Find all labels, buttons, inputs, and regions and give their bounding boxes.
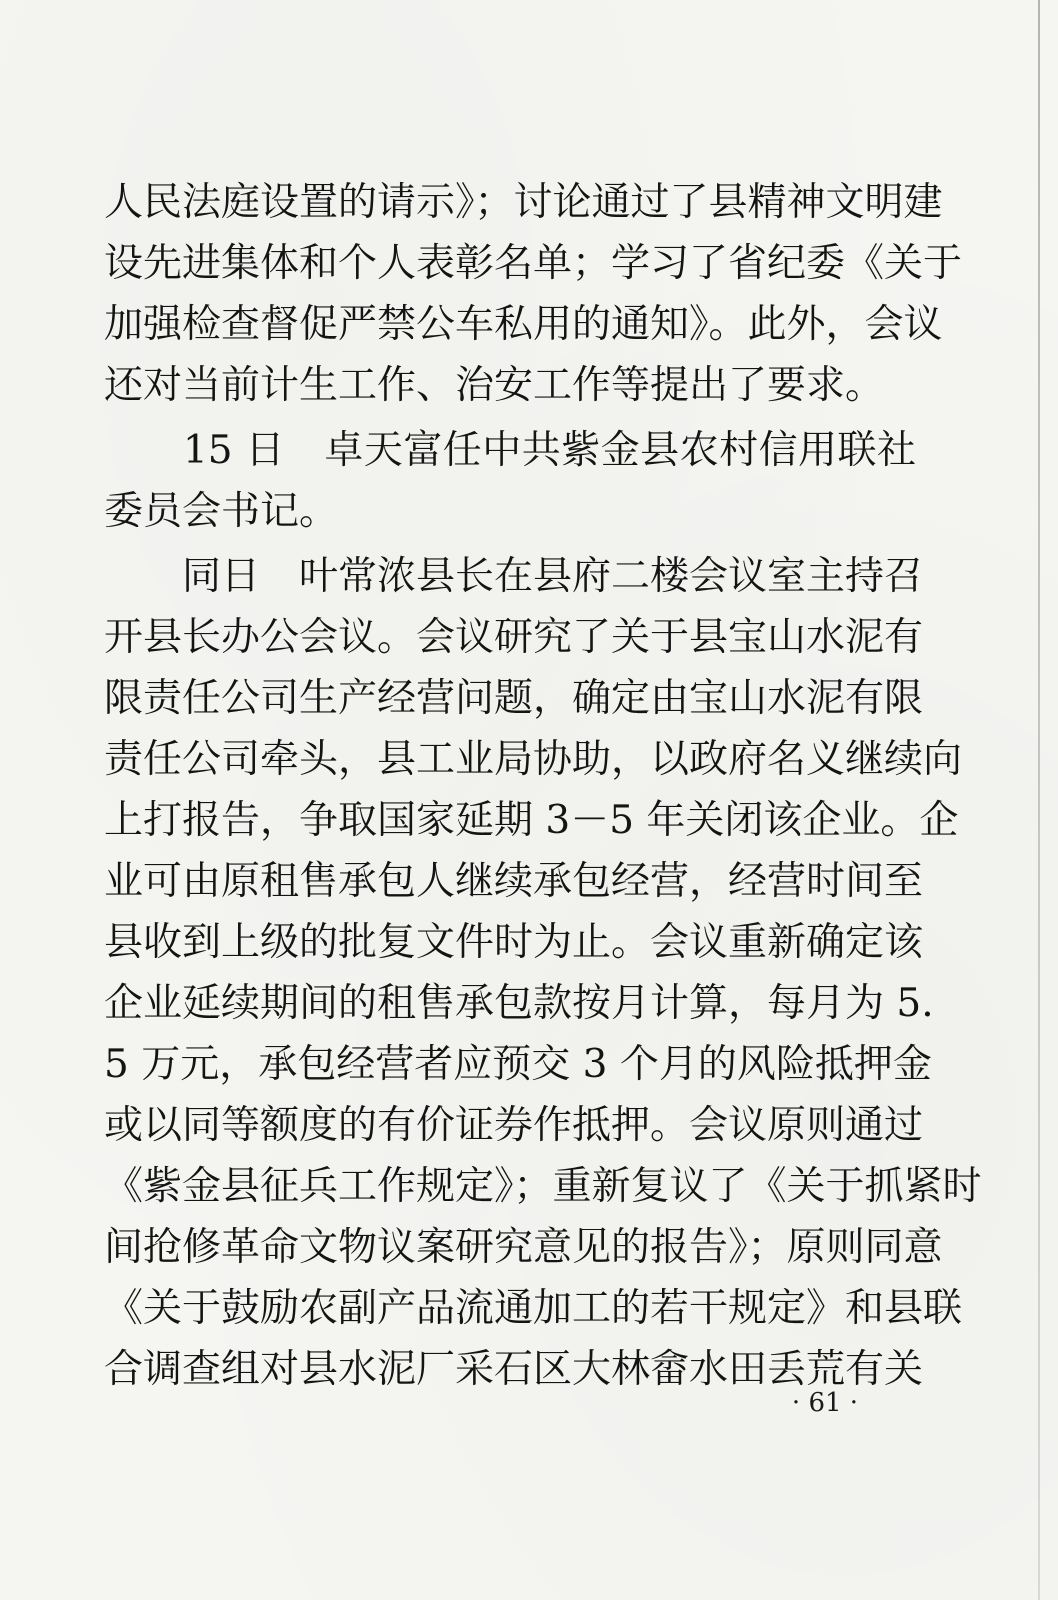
text-line: 或以同等额度的有价证券作抵押。会议原则通过 <box>104 1103 924 1148</box>
text-line: 上打报告，争取国家延期 3－5 年关闭该企业。企 <box>104 798 959 843</box>
text-line: 责任公司牵头，县工业局协助，以政府名义继续向 <box>104 737 963 782</box>
text-line: 委员会书记。 <box>104 489 339 534</box>
text-line: 设先进集体和个人表彰名单；学习了省纪委《关于 <box>104 241 963 286</box>
page-number: · 61 · <box>791 1388 859 1418</box>
text-line: 5 万元，承包经营者应预交 3 个月的风险抵押金 <box>104 1042 932 1087</box>
text-line: 同日 叶常浓县长在县府二楼会议室主持召 <box>104 554 924 599</box>
text-line: 加强检查督促严禁公车私用的通知》。此外，会议 <box>104 302 943 347</box>
text-line: 县收到上级的批复文件时为止。会议重新确定该 <box>104 920 924 965</box>
text-line: 15 日 卓天富任中共紫金县农村信用联社 <box>104 428 916 473</box>
text-line: 还对当前计生工作、治安工作等提出了要求。 <box>104 363 885 408</box>
text-line: 人民法庭设置的请示》；讨论通过了县精神文明建 <box>104 180 943 225</box>
text-line: 业可由原租售承包人继续承包经营，经营时间至 <box>104 859 924 904</box>
text-line: 合调查组对县水泥厂采石区大林畲水田丢荒有关 <box>104 1347 924 1392</box>
text-line: 《紫金县征兵工作规定》；重新复议了《关于抓紧时 <box>104 1164 982 1209</box>
text-line: 企业延续期间的租售承包款按月计算，每月为 5. <box>104 981 934 1026</box>
text-line: 《关于鼓励农副产品流通加工的若干规定》和县联 <box>104 1286 963 1331</box>
body-text <box>104 172 982 1400</box>
text-line: 开县长办公会议。会议研究了关于县宝山水泥有 <box>104 615 924 660</box>
text-line: 间抢修革命文物议案研究意见的报告》；原则同意 <box>104 1225 943 1270</box>
page-edge-shadow <box>1038 0 1040 1600</box>
text-line: 限责任公司生产经营问题，确定由宝山水泥有限 <box>104 676 924 721</box>
